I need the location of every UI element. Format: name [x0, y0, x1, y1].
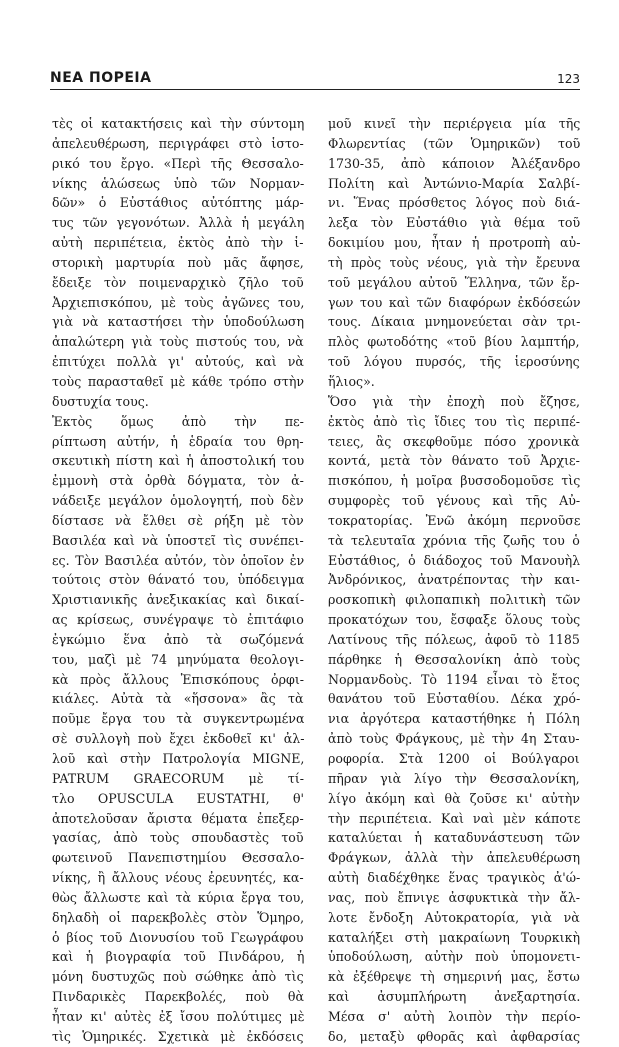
text-line: του, μαζὶ μὲ 74 μηνύματα θεολογι- [52, 651, 304, 667]
text-line: ἦταν κι' αὐτὲς ἐξ ἴσου πολύτιμες μὲ [52, 1008, 304, 1024]
text-line: ες. Τὸν Βασιλέα αὐτόν, τὸν ὁποῖον ἐν [52, 552, 304, 568]
text-line: ποῦμε ἔργα του τὰ συγκεντρωμένα [52, 711, 304, 727]
text-line: συμφορὲς τοῦ γένους καὶ τῆς Αὐ- [328, 493, 580, 509]
left-text-column [52, 114, 304, 1047]
text-line: τὰ τελευταῖα χρόνια τῆς ζωῆς του ὁ [328, 532, 580, 548]
text-line: λοῦ καὶ στὴν Πατρολογία MIGNE, [52, 751, 304, 766]
text-line: ἀποτελοῦσαν ἄριστα θέματα ἐπεξερ- [52, 810, 304, 826]
text-line: Εὐστάθιος, ὁ διάδοχος τοῦ Μανουὴλ [328, 552, 580, 568]
text-line: νας, ποὺ ἔπνιγε ἀσφυκτικὰ τὴν ἄλ- [328, 889, 580, 905]
text-line: Φράγκων, ἀλλὰ τὴν ἀπελευθέρωση [328, 850, 580, 866]
text-line: δυστυχία τους. [52, 393, 149, 409]
text-line: πῆραν γιὰ λίγο τὴν Θεσσαλονίκη, [328, 770, 580, 786]
text-line: ρικό του ἔργο. «Περὶ τῆς Θεσσαλο- [52, 155, 304, 171]
text-line: τὴ πρὸς τοὺς νέους, γιὰ τὴν ἔρευνα [328, 254, 580, 270]
text-line: καταλήξει στὴ μακραίωνη Τουρκικὴ [328, 929, 580, 945]
text-line: Ἀρχιεπισκόπου, μὲ τοὺς ἀγῶνες του, [52, 294, 304, 310]
text-line: ὑποδούλωση, αὐτὴν ποὺ ὑπομονετι- [328, 949, 580, 965]
text-line: ὁ βίος τοῦ Διονυσίου τοῦ Γεωγράφου [52, 929, 304, 945]
text-line: μόνη δυστυχῶς ποὺ σώθηκε ἀπὸ τὶς [52, 969, 304, 985]
text-line: τὲς οἱ κατακτήσεις καὶ τὴν σύντομη [52, 116, 304, 131]
text-line: λοτε ἔνδοξη Αὐτοκρατορία, γιὰ νὰ [328, 909, 580, 925]
text-line: Φλωρεντίας (τῶν Ὁμηρικῶν) τοῦ [328, 135, 580, 151]
text-line: ἐπιτύχει πολλὰ γι' αὐτούς, καὶ νὰ [52, 354, 304, 370]
text-line: δίστασε νὰ ἔλθει σὲ ρήξη μὲ τὸν [52, 512, 304, 528]
text-line: δοκιμίου μου, ἦταν ἡ προτροπὴ αὐ- [328, 235, 580, 251]
text-line: ας κρίσεως, συνέγραψε τὸ ἐπιτάφιο [52, 612, 304, 628]
text-line: φωτεινοῦ Πανεπιστημίου Θεσσαλο- [52, 850, 304, 866]
text-line: θὼς ἄλλωστε καὶ τὰ κύρια ἔργα του, [52, 889, 304, 905]
text-line: Πινδαρικὲς Παρεκβολές, ποὺ θὰ [52, 989, 304, 1005]
text-line: ἔδειξε τὸν ποιμεναρχικὸ ζῆλο τοῦ [52, 274, 304, 290]
text-line: στορικὴ μαρτυρία ποὺ μᾶς ἄφησε, [52, 254, 304, 270]
text-line: ροφορία. Στὰ 1200 οἱ Βούλγαροι [328, 751, 580, 766]
text-line: πάρθηκε ἡ Θεσσαλονίκη ἀπὸ τοὺς [328, 651, 580, 667]
text-line: τὴν περιπέτεια. Καὶ ναὶ μὲν κάποτε [328, 810, 580, 826]
column-gutter [316, 110, 317, 980]
text-line: τὶς Ὁμηρικές. Σχετικὰ μὲ ἐκδόσεις [52, 1028, 304, 1044]
text-line: σκευτικὴ πίστη καὶ ἡ ἀποστολική του [52, 453, 304, 469]
text-line: νίκης, ἢ ἄλλους νέους ἐρευνητές, κα- [52, 870, 304, 886]
text-line: γασίας, ἀπὸ τοὺς σπουδαστὲς τοῦ [52, 830, 304, 846]
text-line: πλὸς φωτοδότης «τοῦ βίου λαμπτήρ, [328, 334, 580, 350]
text-line: τειες, ἂς σκεφθοῦμε πόσο χρονικὰ [328, 433, 580, 449]
text-line: τοῦ λόγου πυρσός, τῆς ἱεροσύνης [328, 354, 580, 370]
text-line: Ὅσο γιὰ τὴν ἐποχὴ ποὺ ἔζησε, [328, 393, 580, 409]
text-line: σὲ συλλογὴ ποὺ ἔχει ἐκδοθεῖ κι' ἀλ- [52, 731, 304, 747]
text-line: Χριστιανικῆς ἀνεξικακίας καὶ δικαί- [52, 592, 304, 608]
text-line: κὰ ἐξέθρεψε τὴ σημερινή μας, ἔστω [328, 969, 580, 985]
text-line: ροσκοπικὴ φιλοπαπικὴ πολιτικὴ τῶν [328, 592, 580, 608]
text-line: αὐτὴ περιπέτεια, ἐκτὸς ἀπὸ τὴν ἱ- [52, 235, 304, 251]
text-line: νια ἀργότερα καταστήθηκε ἡ Πόλη [328, 711, 580, 727]
text-line: τοκρατορίας. Ἐνῶ ἀκόμη περνοῦσε [328, 512, 580, 528]
text-line: λεξα τὸν Εὐστάθιο γιὰ θέμα τοῦ [328, 215, 580, 231]
text-line: τλο OPUSCULA EUSTATHI, θ' [52, 790, 304, 806]
text-line: Ἀνδρόνικος, ἀνατρέποντας τὴν και- [328, 572, 580, 588]
text-line: τοῦ μεγάλου αὐτοῦ Ἕλληνα, τῶν ἔρ- [328, 274, 580, 290]
text-line: κοντά, μετὰ τὸν θάνατο τοῦ Ἀρχιε- [328, 453, 580, 469]
text-line: κιάλες. Αὐτὰ τὰ «ἥσσονα» ἂς τὰ [52, 691, 304, 707]
text-line: ἐμμονὴ στὰ ὀρθὰ δόγματα, τὸν ἀ- [52, 473, 304, 489]
text-line: δηλαδὴ οἱ παρεκβολὲς στὸν Ὅμηρο, [52, 909, 304, 925]
text-line: προκατόχων του, ἔσφαξε ὅλους τοὺς [328, 612, 580, 628]
text-line: καταλύεται ἡ καταδυνάστευση τῶν [328, 830, 580, 846]
text-line: Νορμανδοὺς. Τὸ 1194 εἶναι τὸ ἔτος [328, 671, 580, 687]
text-line: Βασιλέα καὶ νὰ ὑποστεῖ τὶς συνέπει- [52, 532, 304, 548]
text-line: δο, μεταξὺ φθορᾶς καὶ ἀφθαρσίας [328, 1028, 580, 1044]
text-line: Ἐκτὸς ὅμως ἀπὸ τὴν πε- [52, 413, 304, 429]
text-line: καὶ ἀσυμπλήρωτη ἀνεξαρτησία. [328, 989, 580, 1005]
text-line: γιὰ νὰ καταστήσει τὴν ὑποδούλωση [52, 314, 304, 330]
text-line: νι. Ἕνας πρόσθετος λόγος ποὺ διά- [328, 195, 580, 211]
text-line: PATRUM GRAECORUM μὲ τί- [52, 770, 304, 786]
text-line: ρίπτωση αὐτήν, ἡ ἑδραία του θρη- [52, 433, 304, 449]
journal-title: ΝΕΑ ΠΟΡΕΙΑ [50, 70, 152, 86]
text-line: ἐκτὸς ἀπὸ τὶς ἴδιες του τὶς περιπέ- [328, 413, 580, 429]
text-line: τυς τῶν γεγονότων. Ἀλλὰ ἡ μεγάλη [52, 215, 304, 231]
text-line: Πολίτη καὶ Ἀντώνιο-Μαρία Σαλβί- [328, 175, 580, 191]
right-text-column [328, 114, 580, 1047]
text-line: Μέσα σ' αὐτὴ λοιπὸν τὴν περίο- [328, 1008, 580, 1024]
text-line: αὐτὴ διαδέχθηκε ἕνας τραγικὸς ἀ'ώ- [328, 870, 580, 886]
text-line: ἀπαλώτερη γιὰ τοὺς πιστούς του, νὰ [52, 334, 304, 350]
text-line: τους. Δίκαια μνημονεύεται σὰν τρι- [328, 314, 580, 330]
text-line: τούτοις στὸν θάνατό του, ὑπόδειγμα [52, 572, 304, 588]
text-line: 1730-35, ἀπὸ κάποιον Ἀλέξανδρο [328, 155, 580, 171]
text-line: ἥλιος». [328, 373, 375, 389]
text-line: κὰ πρὸς ἄλλους Ἐπισκόπους ὀρφι- [52, 671, 304, 687]
text-line: μοῦ κινεῖ τὴν περιέργεια μία τῆς [328, 116, 580, 131]
text-line: Λατίνους τῆς πόλεως, ἀφοῦ τὸ 1185 [328, 631, 580, 647]
text-line: ἐγκώμιο ἕνα ἀπὸ τὰ σωζόμενά [52, 631, 304, 647]
text-line: λίγο ἀκόμη καὶ θὰ ζοῦσε κι' αὐτὴν [328, 790, 580, 806]
text-line: θανάτου τοῦ Εὐσταθίου. Δέκα χρό- [328, 691, 580, 707]
text-line: τοὺς παρασταθεῖ μὲ κάθε τρόπο στὴν [52, 373, 304, 389]
running-head [50, 68, 580, 90]
page-number: 123 [557, 72, 580, 86]
text-line: πισκόπου, ἡ μοῖρα βυσσοδομοῦσε τὶς [328, 473, 580, 489]
text-line: καὶ ἡ βιογραφία τοῦ Πινδάρου, ἡ [52, 949, 304, 965]
text-line: νάδειξε μεγάλον ὁμολογητή, ποὺ δὲν [52, 493, 304, 509]
text-line: ἀπὸ τοὺς Φράγκους, μὲ τὴν 4η Σταυ- [328, 731, 580, 747]
text-line: γων του καὶ τῶν διαφόρων ἐκδόσεών [328, 294, 580, 310]
text-line: ἀπελευθέρωση, περιγράφει στὸ ἱστο- [52, 135, 304, 151]
text-line: νίκης ἁλώσεως ὑπὸ τῶν Νορμαν- [52, 175, 304, 191]
text-line: δῶν» ὁ Εὐστάθιος αὐτόπτης μάρ- [52, 195, 304, 211]
